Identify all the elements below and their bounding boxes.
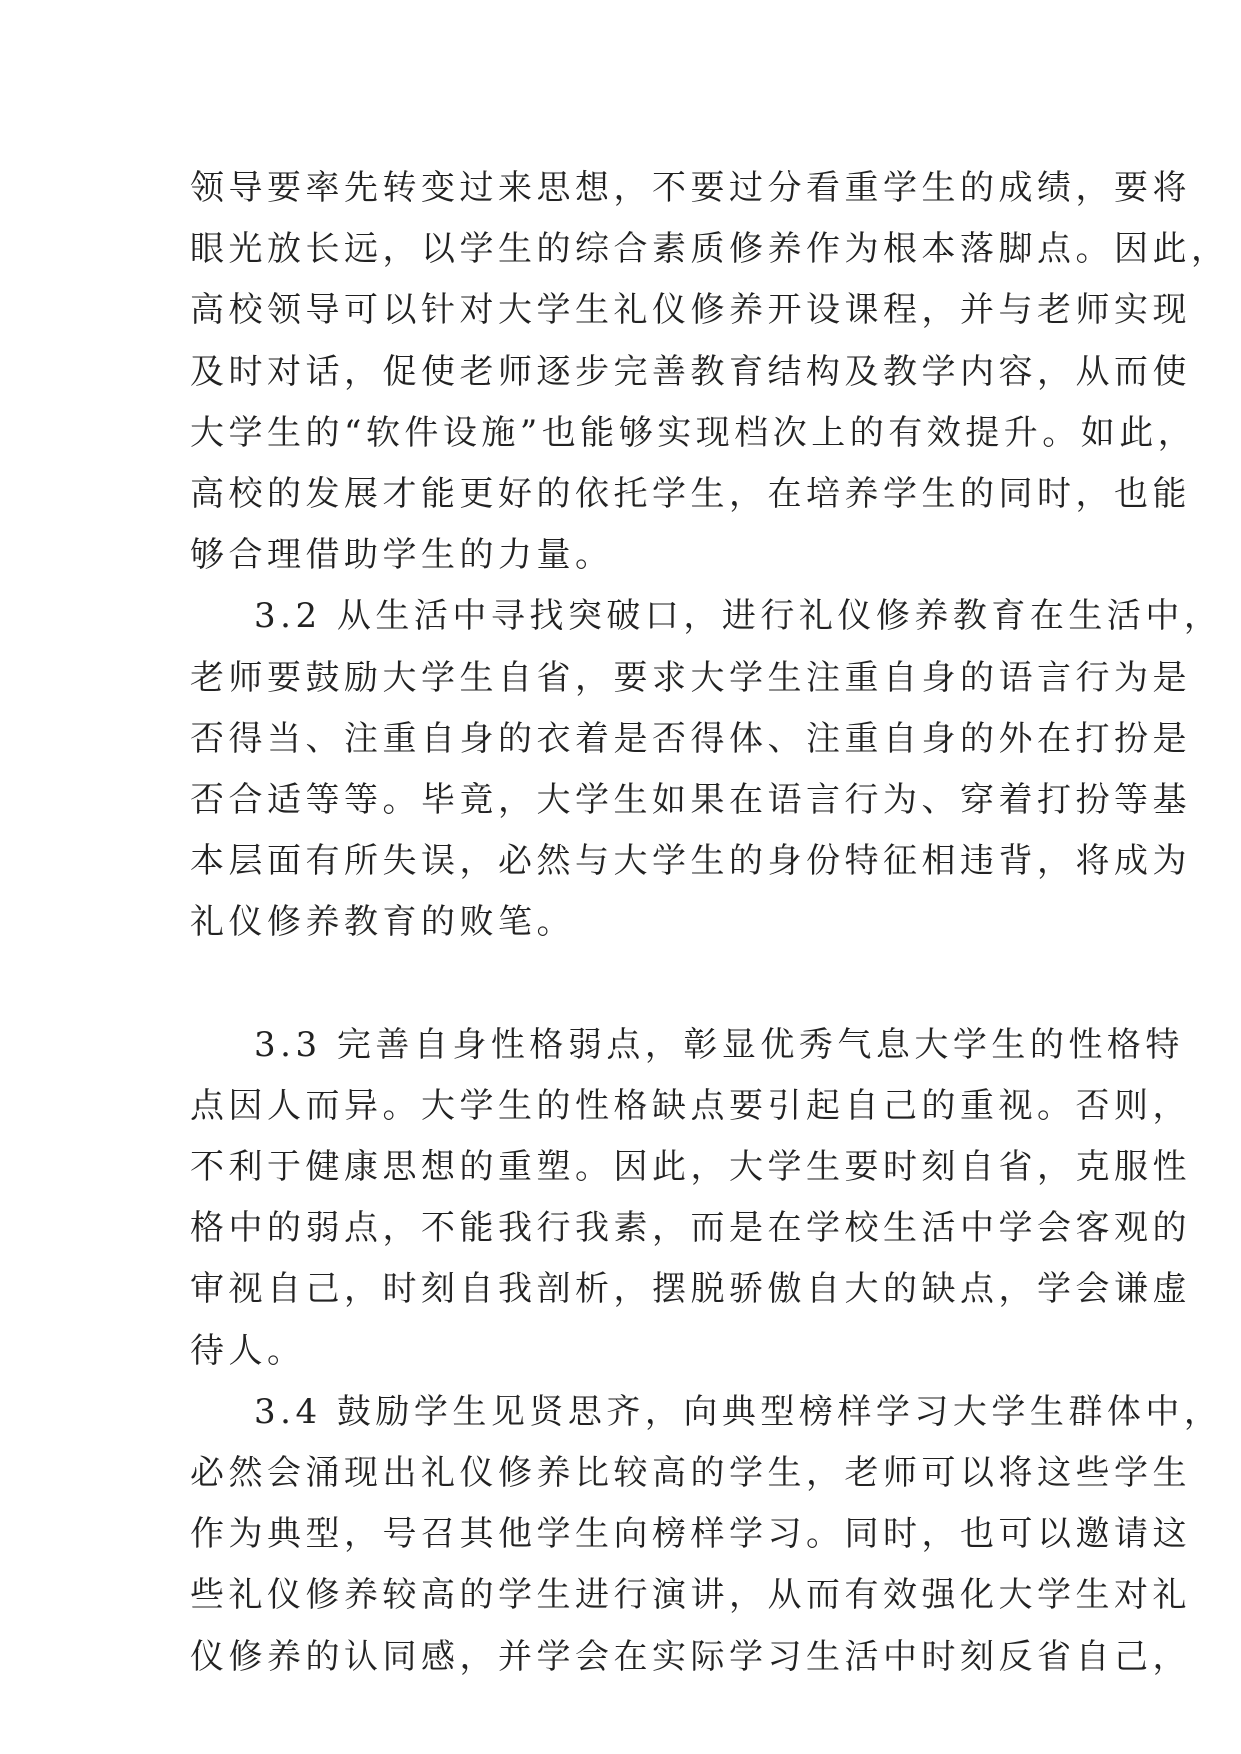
section-heading-line: 3.3 完善自身性格弱点，彰显优秀气息大学生的性格特 <box>254 1024 1184 1065</box>
text-line: 领导要率先转变过来思想，不要过分看重学生的成绩，要将 <box>190 168 1191 208</box>
text-line: 眼光放长远，以学生的综合素质修养作为根本落脚点。因此， <box>190 229 1230 270</box>
text-line: 高校的发展才能更好的依托学生，在培养学生的同时，也能 <box>190 473 1191 514</box>
text-line: 否合适等等。毕竟，大学生如果在语言行为、穿着打扮等基 <box>190 779 1191 820</box>
text-line: 不利于健康思想的重塑。因此，大学生要时刻自省，克服性 <box>190 1147 1191 1187</box>
section-heading-line: 3.4 鼓励学生见贤思齐，向典型榜样学习大学生群体中， <box>254 1391 1223 1432</box>
text-line: 必然会涌现出礼仪修养比较高的学生，老师可以将这些学生 <box>190 1452 1191 1493</box>
text-line: 些礼仪修养较高的学生进行演讲，从而有效强化大学生对礼 <box>190 1575 1191 1616</box>
text-line: 审视自己，时刻自我剖析，摆脱骄傲自大的缺点，学会谦虚 <box>190 1269 1191 1310</box>
paragraph-3-3 <box>190 1015 1191 1382</box>
text-line: 及时对话，促使老师逐步完善教育结构及教学内容，从而使 <box>190 351 1191 392</box>
paragraph-3-2 <box>190 586 1223 1014</box>
text-line: 作为典型，号召其他学生向榜样学习。同时，也可以邀请这 <box>190 1514 1191 1555</box>
text-line: 本层面有所失误，必然与大学生的身份特征相违背，将成为 <box>190 841 1191 882</box>
paragraph-3-4 <box>190 1382 1223 1688</box>
text-line: 礼仪修养教育的败笔。 <box>190 902 575 943</box>
body-text <box>190 158 1230 1688</box>
text-line: 点因人而异。大学生的性格缺点要引起自己的重视。否则， <box>190 1085 1191 1126</box>
text-line: 仪修养的认同感，并学会在实际学习生活中时刻反省自己， <box>190 1636 1191 1677</box>
text-line: 待人。 <box>190 1330 306 1371</box>
section-heading-line: 3.2 从生活中寻找突破口，进行礼仪修养教育在生活中， <box>254 596 1223 637</box>
text-line: 否得当、注重自身的衣着是否得体、注重自身的外在打扮是 <box>190 718 1191 759</box>
text-line: 高校领导可以针对大学生礼仪修养开设课程，并与老师实现 <box>190 290 1191 331</box>
text-line: 大学生的“软件设施”也能够实现档次上的有效提升。如此， <box>190 412 1197 453</box>
text-line: 格中的弱点，不能我行我素，而是在学校生活中学会客观的 <box>190 1208 1191 1249</box>
text-line: 够合理借助学生的力量。 <box>190 535 614 576</box>
text-line: 老师要鼓励大学生自省，要求大学生注重自身的语言行为是 <box>190 657 1191 698</box>
paragraph-1 <box>190 158 1230 586</box>
text-line <box>190 953 1070 1014</box>
